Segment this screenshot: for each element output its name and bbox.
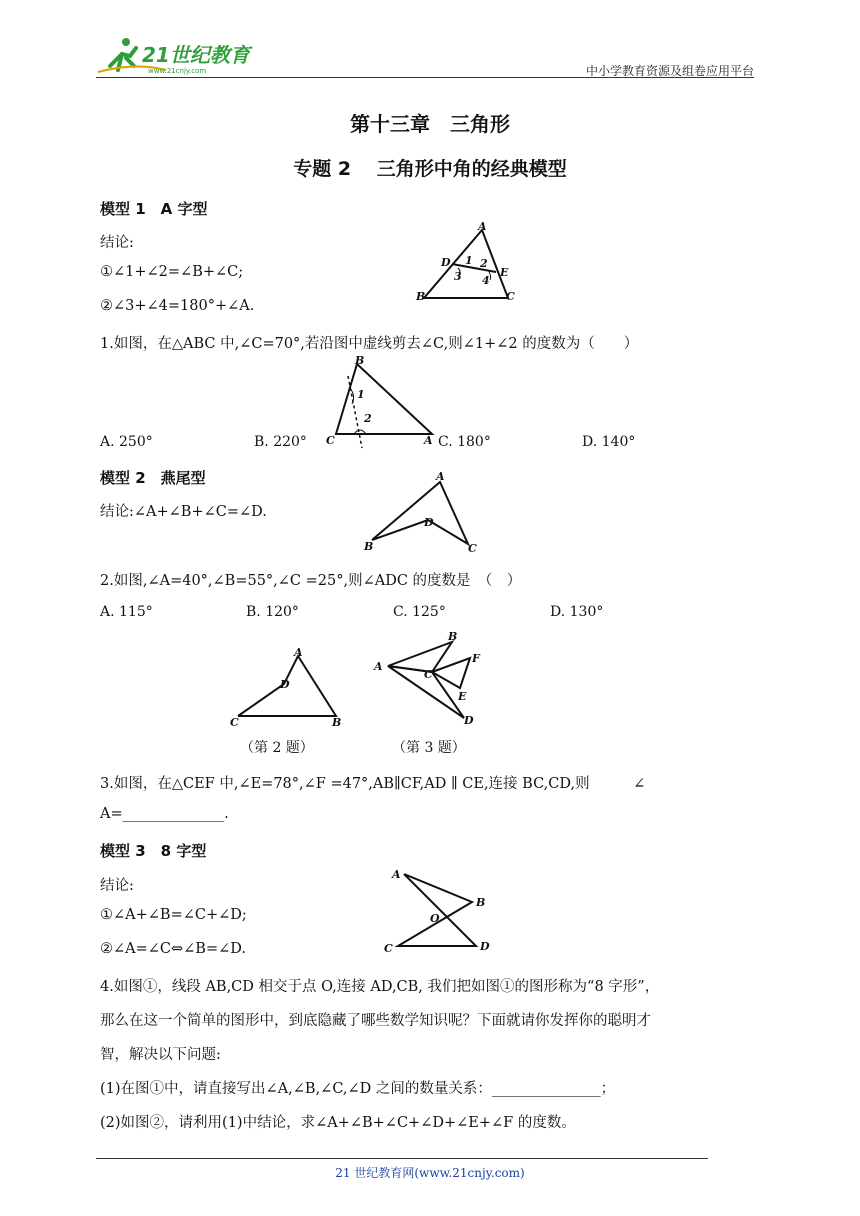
q1-option-c[interactable]: C. 180° [438,434,491,450]
fig-a-label-1: 1 [465,254,473,267]
header-divider [96,77,754,78]
fig-f-label-O: O [430,912,440,925]
caption-q3: （第 3 题） [392,740,466,756]
q4-line2: 那么在这一个简单的图形中，到底隐藏了哪些数学知识呢？下面就请你发挥你的聪明才 [100,1013,651,1029]
fig-f-label-C: C [384,942,393,955]
q4-line5: (2)如图②，请利用(1)中结论，求∠A+∠B+∠C+∠D+∠E+∠F 的度数。 [100,1115,576,1131]
fig-d-label-A: A [294,646,303,659]
q1-option-b[interactable]: B. 220° [254,434,307,450]
fig-a-label-B: B [416,290,426,303]
fig-d-label-D: D [280,678,290,691]
site-logo [96,36,256,76]
header-platform-text: 中小学教育资源及组卷应用平台 [585,64,754,78]
q2-option-c[interactable]: C. 125° [393,604,446,620]
fig-e-label-F: F [472,652,480,665]
caption-q2: （第 2 题） [240,740,314,756]
q3-text: 3.如图，在△CEF 中,∠E=78°,∠F =47°,AB∥CF,AD ∥ CE,连接 BC,CD,则 ∠ [100,776,646,792]
footer-divider [96,1158,708,1159]
fig-q1-label-C: C [326,434,335,447]
chapter-title: 第十三章 三角形 [350,112,510,136]
fig-f-label-B: B [476,896,486,909]
fig-q1-label-B: B [355,354,365,367]
figure-q3 [370,628,490,728]
fig-q1-label-2: 2 [364,412,372,425]
fig-a-label-2: 2 [480,257,488,270]
logo-url: www.21cnjy.com [148,67,207,75]
figure-swallowtail [360,468,490,556]
q4-line3: 智，解决以下问题: [100,1047,221,1063]
q1-option-a[interactable]: A. 250° [100,434,153,450]
fig-e-label-D: D [464,714,474,727]
q4-line1: 4.如图①，线段 AB,CD 相交于点 O,连接 AD,CB, 我们把如图①的图形称为“8 字形”， [100,979,660,995]
fig-e-label-C: C [424,668,433,681]
model1-heading: 模型 1 A 字型 [100,200,208,218]
fig-q1-label-A: A [424,434,433,447]
fig-a-label-D: D [441,256,451,269]
fig-e-label-A: A [374,660,383,673]
model2-heading: 模型 2 燕尾型 [100,469,206,487]
fig-a-label-C: C [506,290,515,303]
model3-conclusion-2: ②∠A=∠C⇔∠B=∠D. [100,941,246,957]
q2-option-d[interactable]: D. 130° [550,604,604,620]
figure-q2 [228,642,353,730]
fig-f-label-D: D [480,940,490,953]
q4-line4[interactable]: (1)在图①中，请直接写出∠A,∠B,∠C,∠D 之间的数量关系：_______________； [100,1081,616,1097]
topic-title: 专题 2 三角形中角的经典模型 [293,158,567,180]
fig-c-label-D: D [424,516,434,529]
fig-a-label-E: E [500,266,509,279]
q1-option-d[interactable]: D. 140° [582,434,636,450]
fig-d-label-B: B [332,716,342,729]
figure-8-shape [380,864,500,956]
q2-text: 2.如图,∠A=40°,∠B=55°,∠C =25°,则∠ADC 的度数是 （ ） [100,573,522,589]
q3-answer-blank[interactable]: A=______________. [100,806,229,822]
fig-e-label-E: E [458,690,467,703]
model3-conclusion-1: ①∠A+∠B=∠C+∠D; [100,907,247,923]
fig-e-label-B: B [448,630,458,643]
logo-text: 21世纪教育 [142,43,250,67]
model1-conclusion-2: ②∠3+∠4=180°+∠A. [100,298,255,314]
fig-c-label-C: C [468,542,477,555]
model1-conclusion-1: ①∠1+∠2=∠B+∠C; [100,264,244,280]
model3-heading: 模型 3 8 字型 [100,842,207,860]
fig-c-label-A: A [436,470,445,483]
figure-a-shape [410,218,525,306]
footer-text[interactable]: 21 世纪教育网(www.21cnjy.com) [335,1166,525,1180]
q2-option-b[interactable]: B. 120° [246,604,299,620]
fig-q1-label-1: 1 [357,388,365,401]
figure-q1 [322,352,447,450]
fig-f-label-A: A [392,868,401,881]
fig-a-label-4: 4 [482,274,490,287]
q2-option-a[interactable]: A. 115° [100,604,153,620]
q1-text: 1.如图，在△ABC 中,∠C=70°,若沿图中虚线剪去∠C,则∠1+∠2 的度数为（ ） [100,336,639,352]
fig-a-label-A: A [478,220,487,233]
fig-a-label-3: 3 [454,270,462,283]
fig-c-label-B: B [364,540,374,553]
model2-conclusion: 结论:∠A+∠B+∠C=∠D. [100,504,267,520]
model3-conclusion-label: 结论: [100,878,134,894]
model1-conclusion-label: 结论: [100,235,134,251]
fig-d-label-C: C [230,716,239,729]
